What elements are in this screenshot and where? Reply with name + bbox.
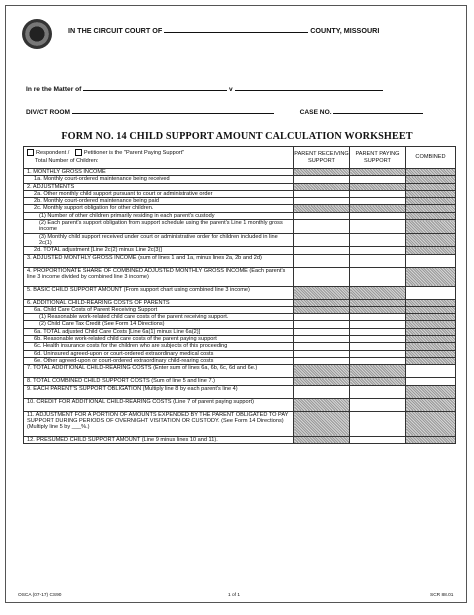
paying-amount-cell[interactable] bbox=[350, 321, 406, 328]
division-label: DIV/CT ROOM bbox=[26, 109, 70, 116]
form-code: OSCA (07-17) CS90 bbox=[18, 593, 62, 598]
paying-amount-cell[interactable] bbox=[350, 350, 406, 357]
line-item-label: (3) Monthly child support received under court or administrative order for children included in line 2c(1) bbox=[24, 233, 294, 247]
worksheet-row bbox=[24, 205, 456, 212]
worksheet-row bbox=[24, 321, 456, 328]
worksheet-row bbox=[24, 212, 456, 219]
line-item-label: 6e. Other agreed-upon or court-ordered extraordinary child-rearing costs bbox=[24, 357, 294, 364]
paying-amount-cell[interactable] bbox=[350, 357, 406, 364]
shaded-cell bbox=[294, 365, 350, 378]
receiving-amount-cell[interactable] bbox=[294, 220, 350, 234]
worksheet-row bbox=[24, 198, 456, 205]
line-item-label: 5. BASIC CHILD SUPPORT AMOUNT (From support chart using combined line 3 income) bbox=[24, 286, 294, 299]
shaded-cell bbox=[406, 436, 456, 443]
line-item-label: 6c. Health insurance costs for the children who are subjects of this proceeding bbox=[24, 343, 294, 350]
worksheet-row bbox=[24, 299, 456, 306]
shaded-cell bbox=[406, 357, 456, 364]
receiving-amount-cell[interactable] bbox=[294, 314, 350, 321]
shaded-cell bbox=[406, 198, 456, 205]
shaded-cell bbox=[294, 205, 350, 212]
worksheet-row bbox=[24, 365, 456, 378]
paying-amount-cell[interactable] bbox=[350, 328, 406, 335]
receiving-amount-cell[interactable] bbox=[294, 267, 350, 286]
shaded-cell bbox=[406, 176, 456, 183]
line-item-label: 6a. Child Care Costs of Parent Receiving Support bbox=[24, 306, 294, 313]
shaded-cell bbox=[406, 306, 456, 313]
page-number: 1 of 1 bbox=[228, 593, 241, 598]
column-header-paying: PARENT PAYING SUPPORT bbox=[350, 147, 406, 169]
line-item-label: 6d. Uninsured agreed-upon or court-ordered extraordinary medical costs bbox=[24, 350, 294, 357]
paying-amount-cell[interactable] bbox=[350, 398, 406, 411]
worksheet-row bbox=[24, 314, 456, 321]
line-item-label: (1) Reasonable work-related child care costs of the parent receiving support. bbox=[24, 314, 294, 321]
matter-line bbox=[26, 83, 383, 93]
worksheet-row bbox=[24, 436, 456, 443]
division-line bbox=[26, 106, 423, 116]
column-header-receiving: PARENT RECEIVING SUPPORT bbox=[294, 147, 350, 169]
court-prefix: IN THE CIRCUIT COURT OF bbox=[68, 26, 163, 35]
rule-reference: SCR 88.01 bbox=[430, 593, 454, 598]
line-item-label: 3. ADJUSTED MONTHLY GROSS INCOME (sum of lines 1 and 1a, minus lines 2a, 2b and 2d) bbox=[24, 254, 294, 267]
receiving-amount-cell[interactable] bbox=[294, 343, 350, 350]
shaded-cell bbox=[406, 350, 456, 357]
worksheet-row bbox=[24, 398, 456, 411]
worksheet-row bbox=[24, 190, 456, 197]
shaded-cell bbox=[406, 385, 456, 398]
shaded-cell bbox=[406, 183, 456, 190]
receiving-amount-cell[interactable] bbox=[294, 233, 350, 247]
respondent-name-field[interactable] bbox=[235, 83, 383, 91]
worksheet-row bbox=[24, 247, 456, 254]
court-seal-icon bbox=[22, 19, 52, 49]
shaded-cell bbox=[350, 378, 406, 385]
line-item-label: 6. ADDITIONAL CHILD-REARING COSTS OF PARENTS bbox=[24, 299, 294, 306]
paying-amount-cell[interactable] bbox=[350, 212, 406, 219]
worksheet-row bbox=[24, 411, 456, 436]
combined-amount-cell[interactable] bbox=[406, 254, 456, 267]
line-item-label: 10. CREDIT FOR ADDITIONAL CHILD-REARING COSTS (Line 7 of parent paying support) bbox=[24, 398, 294, 411]
worksheet-row bbox=[24, 336, 456, 343]
shaded-cell bbox=[406, 212, 456, 219]
shaded-cell bbox=[294, 169, 350, 176]
matter-label: In re the Matter of bbox=[26, 86, 82, 93]
shaded-cell bbox=[350, 306, 406, 313]
shaded-cell bbox=[406, 233, 456, 247]
worksheet-row bbox=[24, 267, 456, 286]
line-item-label: 6b. Reasonable work-related child care costs of the parent paying support bbox=[24, 336, 294, 343]
petitioner-checkbox[interactable] bbox=[75, 149, 82, 156]
combined-amount-cell[interactable] bbox=[406, 365, 456, 378]
worksheet-row bbox=[24, 328, 456, 335]
shaded-cell bbox=[406, 299, 456, 306]
shaded-cell bbox=[294, 411, 350, 436]
shaded-cell bbox=[350, 299, 406, 306]
paying-amount-cell[interactable] bbox=[350, 314, 406, 321]
worksheet-row bbox=[24, 378, 456, 385]
paying-amount-cell[interactable] bbox=[350, 198, 406, 205]
worksheet-table bbox=[23, 146, 456, 444]
receiving-amount-cell[interactable] bbox=[294, 254, 350, 267]
shaded-cell bbox=[350, 365, 406, 378]
paying-amount-cell[interactable] bbox=[350, 436, 406, 443]
shaded-cell bbox=[294, 378, 350, 385]
worksheet-row bbox=[24, 233, 456, 247]
worksheet-row bbox=[24, 254, 456, 267]
paying-amount-cell[interactable] bbox=[350, 190, 406, 197]
parties-cell bbox=[24, 147, 294, 169]
shaded-cell bbox=[406, 169, 456, 176]
line-item-label: (1) Number of other children primarily residing in each parent's custody bbox=[24, 212, 294, 219]
court-suffix: COUNTY, MISSOURI bbox=[310, 26, 380, 35]
receiving-amount-cell[interactable] bbox=[294, 321, 350, 328]
receiving-amount-cell[interactable] bbox=[294, 176, 350, 183]
shaded-cell bbox=[406, 267, 456, 286]
receiving-amount-cell[interactable] bbox=[294, 350, 350, 357]
paying-amount-cell[interactable] bbox=[350, 336, 406, 343]
worksheet-row bbox=[24, 176, 456, 183]
shaded-cell bbox=[350, 205, 406, 212]
court-heading bbox=[68, 25, 379, 35]
combined-amount-cell[interactable] bbox=[406, 378, 456, 385]
shaded-cell bbox=[406, 247, 456, 254]
line-item-label: 7. TOTAL ADDITIONAL CHILD-REARING COSTS (Enter sum of lines 6a, 6b, 6c, 6d and 6e.) bbox=[24, 365, 294, 378]
line-item-label: 1a. Monthly court-ordered maintenance being received bbox=[24, 176, 294, 183]
line-item-label: 2b. Monthly court-ordered maintenance being paid bbox=[24, 198, 294, 205]
worksheet-row bbox=[24, 169, 456, 176]
worksheet-row bbox=[24, 343, 456, 350]
shaded-cell bbox=[406, 343, 456, 350]
line-item-label: 1. MONTHLY GROSS INCOME bbox=[24, 169, 294, 176]
worksheet-row bbox=[24, 183, 456, 190]
shaded-cell bbox=[294, 398, 350, 411]
receiving-amount-cell[interactable] bbox=[294, 247, 350, 254]
receiving-amount-cell[interactable] bbox=[294, 385, 350, 398]
worksheet-row bbox=[24, 306, 456, 313]
paying-amount-cell[interactable] bbox=[350, 267, 406, 286]
shaded-cell bbox=[294, 299, 350, 306]
line-item-label: 4. PROPORTIONATE SHARE OF COMBINED ADJUSTED MONTHLY GROSS INCOME (Each parent's line 3 income divided by combined line 3 income) bbox=[24, 267, 294, 286]
shaded-cell bbox=[406, 314, 456, 321]
worksheet-row bbox=[24, 357, 456, 364]
paying-amount-cell[interactable] bbox=[350, 220, 406, 234]
shaded-cell bbox=[406, 328, 456, 335]
petitioner-label: Petitioner is the "Parent Paying Support" bbox=[83, 149, 185, 156]
case-number-label: CASE NO. bbox=[299, 109, 332, 116]
shaded-cell bbox=[406, 336, 456, 343]
worksheet-row bbox=[24, 286, 456, 299]
column-header-combined: COMBINED bbox=[406, 147, 456, 169]
line-item-label: 2. ADJUSTMENTS bbox=[24, 183, 294, 190]
page-title: FORM NO. 14 CHILD SUPPORT AMOUNT CALCULATION WORKSHEET bbox=[61, 131, 413, 142]
line-item-label: 2c. Monthly support obligation for other children. bbox=[24, 205, 294, 212]
shaded-cell bbox=[406, 205, 456, 212]
respondent-checkbox[interactable] bbox=[27, 149, 34, 156]
respondent-label: Respondent / bbox=[36, 149, 70, 156]
receiving-amount-cell[interactable] bbox=[294, 190, 350, 197]
receiving-amount-cell[interactable] bbox=[294, 198, 350, 205]
shaded-cell bbox=[350, 183, 406, 190]
receiving-amount-cell[interactable] bbox=[294, 212, 350, 219]
shaded-cell bbox=[294, 436, 350, 443]
line-item-label: 2a. Other monthly child support pursuant to court or administrative order bbox=[24, 190, 294, 197]
receiving-amount-cell[interactable] bbox=[294, 357, 350, 364]
line-item-label: 11. ADJUSTMENT FOR A PORTION OF AMOUNTS EXPENDED BY THE PARENT OBLIGATED TO PAY SUPPORT DURING PERIODS OF OVERNIGHT VISITATION OR CUSTODY. (See Form 14 Directions) (Multiply line 5 by ___%.) bbox=[24, 411, 294, 436]
line-item-label: (2) Child Care Tax Credit (See Form 14 Directions) bbox=[24, 321, 294, 328]
shaded-cell bbox=[294, 306, 350, 313]
paying-amount-cell[interactable] bbox=[350, 343, 406, 350]
shaded-cell bbox=[350, 286, 406, 299]
shaded-cell bbox=[406, 220, 456, 234]
line-item-label: 2d. TOTAL adjustment [Line 2c(2) minus Line 2c(3)] bbox=[24, 247, 294, 254]
shaded-cell bbox=[350, 169, 406, 176]
line-item-label: 12. PRESUMED CHILD SUPPORT AMOUNT (Line 9 minus lines 10 and 11). bbox=[24, 436, 294, 443]
worksheet-row bbox=[24, 350, 456, 357]
worksheet-page bbox=[5, 5, 467, 603]
paying-amount-cell[interactable] bbox=[350, 411, 406, 436]
petitioner-name-field[interactable] bbox=[83, 83, 227, 91]
division-field[interactable] bbox=[72, 106, 274, 114]
shaded-cell bbox=[294, 286, 350, 299]
shaded-cell bbox=[294, 183, 350, 190]
children-count-label: Total Number of Children: bbox=[35, 158, 99, 165]
paying-amount-cell[interactable] bbox=[350, 385, 406, 398]
worksheet-row bbox=[24, 385, 456, 398]
shaded-cell bbox=[406, 411, 456, 436]
paying-amount-cell[interactable] bbox=[350, 254, 406, 267]
line-item-label: (2) Each parent's support obligation from support schedule using the parent's Line 1 monthly gross income bbox=[24, 220, 294, 234]
line-item-label: 9. EACH PARENT'S SUPPORT OBLIGATION (Multiply line 8 by each parent's line 4) bbox=[24, 385, 294, 398]
shaded-cell bbox=[406, 190, 456, 197]
paying-amount-cell[interactable] bbox=[350, 233, 406, 247]
case-number-field[interactable] bbox=[333, 106, 423, 114]
shaded-cell bbox=[406, 398, 456, 411]
versus-label: v bbox=[229, 86, 233, 93]
county-field[interactable] bbox=[164, 25, 308, 33]
worksheet-row bbox=[24, 220, 456, 234]
receiving-amount-cell[interactable] bbox=[294, 336, 350, 343]
paying-amount-cell[interactable] bbox=[350, 176, 406, 183]
line-item-label: 6a. TOTAL adjusted Child Care Costs [Line 6a(1) minus Line 6a(2)] bbox=[24, 328, 294, 335]
receiving-amount-cell[interactable] bbox=[294, 328, 350, 335]
shaded-cell bbox=[406, 321, 456, 328]
paying-amount-cell[interactable] bbox=[350, 247, 406, 254]
combined-amount-cell[interactable] bbox=[406, 286, 456, 299]
line-item-label: 8. TOTAL COMBINED CHILD SUPPORT COSTS (Sum of line 5 and line 7.) bbox=[24, 378, 294, 385]
